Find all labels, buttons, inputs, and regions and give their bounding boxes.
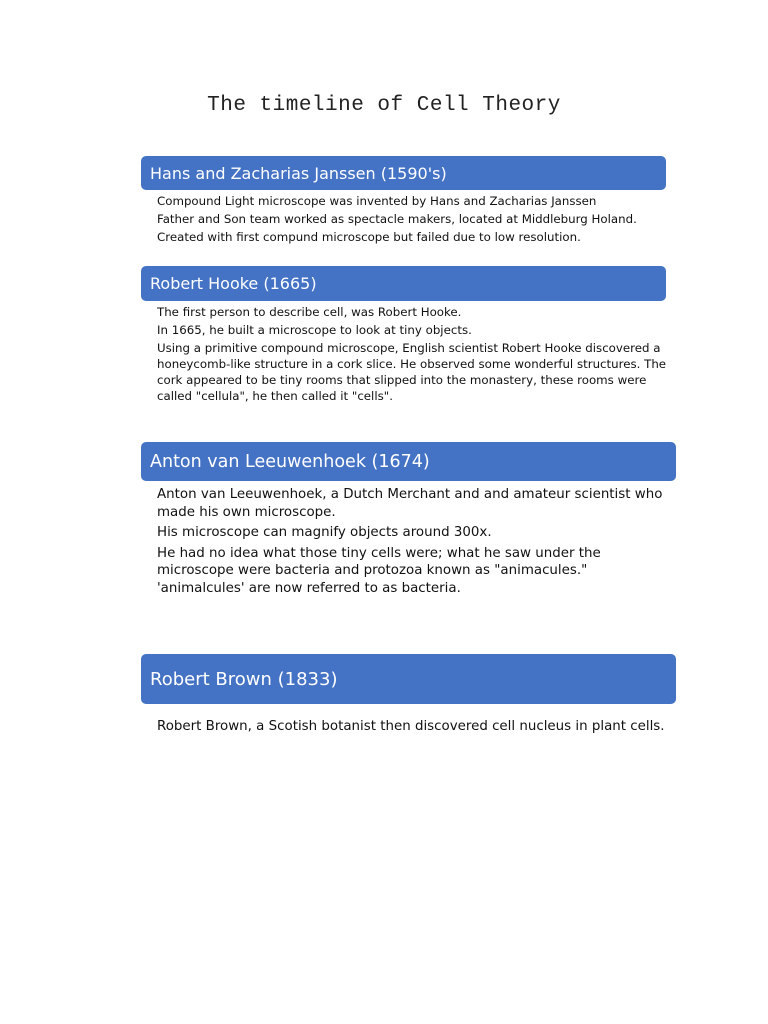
section-heading-text: Anton van Leeuwenhoek (1674) — [150, 451, 430, 472]
paragraph: Compound Light microscope was invented by Hans and Zacharias Janssen — [157, 194, 597, 208]
paragraph: Anton van Leeuwenhoek, a Dutch Merchant and and amateur scientist who made his own microscope. — [157, 487, 663, 520]
paragraph: Created with first compund microscope but failed due to low resolution. — [157, 230, 581, 244]
paragraph: The first person to describe cell, was Robert Hooke. — [157, 305, 462, 319]
section-heading-text: Robert Brown (1833) — [150, 668, 338, 690]
section-heading-leeuwenhoek — [141, 442, 676, 481]
section-heading-text: Robert Hooke (1665) — [150, 274, 317, 293]
paragraph: His microscope can magnify objects around 300x. — [157, 525, 492, 540]
paragraph: Using a primitive compound microscope, English scientist Robert Hooke discovered a honeycomb-like structure in a cork slice. He observed some wonderful structures. The cork appeared to be tiny rooms that slipped into the monastery, these rooms were called "cellula", he then called it "cells". — [157, 341, 667, 403]
paragraph: In 1665, he built a microscope to look at tiny objects. — [157, 323, 472, 337]
paragraph: Father and Son team worked as spectacle makers, located at Middleburg Holand. — [157, 212, 637, 226]
section-body-janssen — [157, 193, 667, 245]
section-heading-text: Hans and Zacharias Janssen (1590's) — [150, 163, 447, 183]
section-heading-hooke — [141, 266, 666, 301]
paragraph: Robert Brown, a Scotish botanist then discovered cell nucleus in plant cells. — [157, 719, 665, 734]
section-heading-brown — [141, 654, 676, 704]
section-body-hooke — [157, 304, 667, 404]
section-heading-janssen — [141, 156, 666, 190]
section-body-brown — [157, 718, 677, 736]
section-body-leeuwenhoek — [157, 486, 677, 597]
page-title: The timeline of Cell Theory — [207, 94, 561, 117]
paragraph: He had no idea what those tiny cells were; what he saw under the microscope were bacteria and protozoa known as "animacules." 'animalcules' are now referred to as bacteria. — [157, 545, 601, 596]
